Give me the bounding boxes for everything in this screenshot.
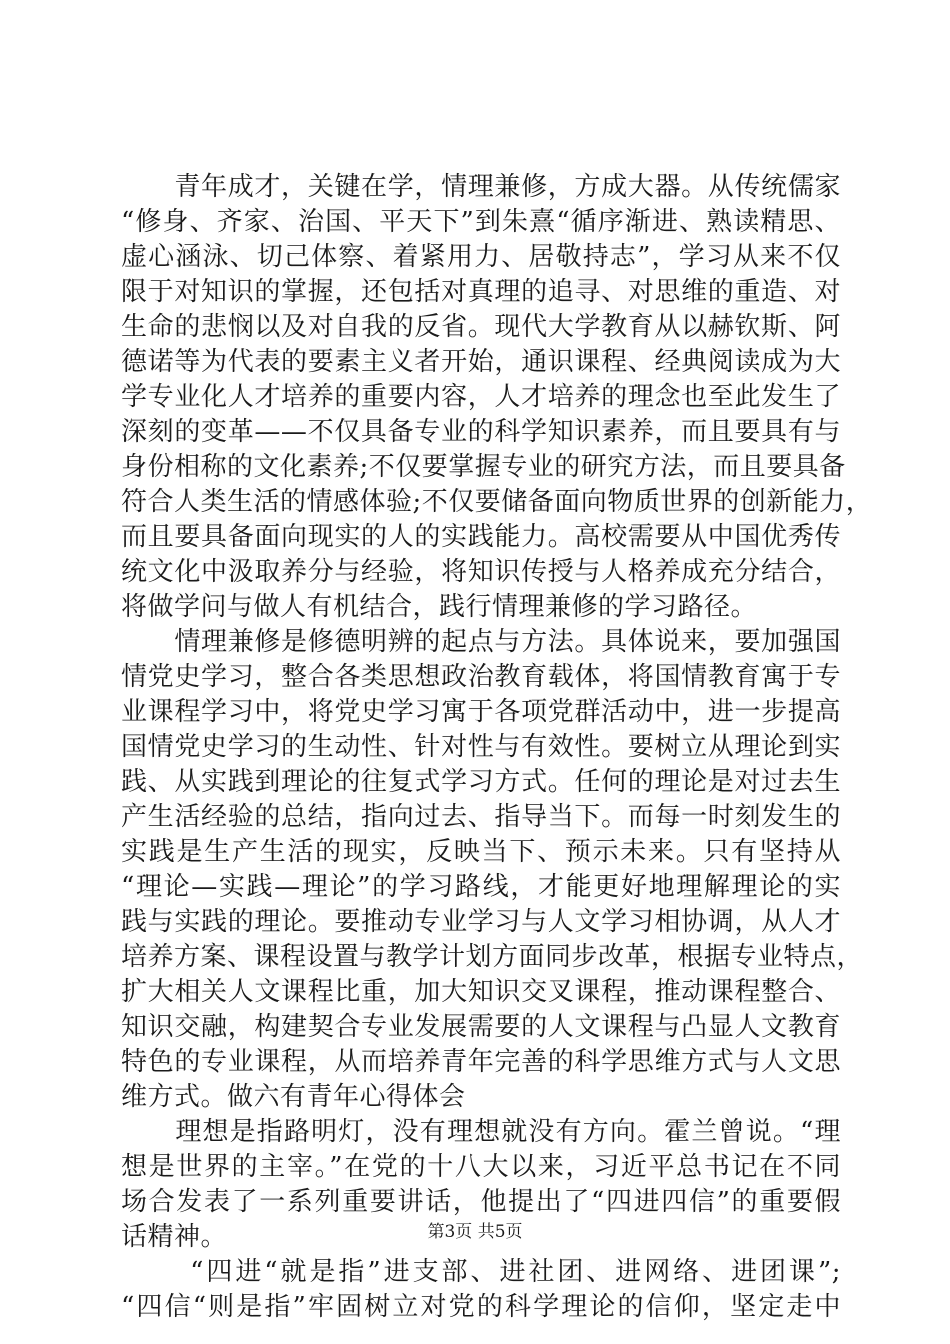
text-line: 虚心涵泳、切己体察、着紧用力、居敬持志”，学习从来不仅 [121, 242, 841, 272]
text-line: 青年成才，关键在学，情理兼修，方成大器。从传统儒家 [121, 172, 841, 202]
text-line: 业课程学习中，将党史学习寓于各项党群活动中，进一步提高 [121, 697, 841, 727]
text-line: 想是世界的主宰。”在党的十八大以来，习近平总书记在不同 [121, 1152, 841, 1182]
text-line: 践与实践的理论。要推动专业学习与人文学习相协调，从人才 [121, 907, 841, 937]
text-line: 情党史学习，整合各类思想政治教育载体，将国情教育寓于专 [121, 662, 841, 692]
text-line: 学专业化人才培养的重要内容，人才培养的理念也至此发生了 [121, 382, 841, 412]
text-line: 身份相称的文化素养;不仅要掌握专业的研究方法，而且要具备 [121, 452, 846, 482]
text-line: 实践是生产生活的现实，反映当下、预示未来。只有坚持从 [121, 837, 841, 867]
text-line: 理想是指路明灯，没有理想就没有方向。霍兰曾说。“理 [121, 1117, 841, 1147]
text-line: “四信“则是指”牢固树立对党的科学理论的信仰，坚定走中 [121, 1292, 841, 1322]
text-line: 国情党史学习的生动性、针对性与有效性。要树立从理论到实 [121, 732, 841, 762]
text-line: “四进“就是指”进支部、进社团、进网络、进团课”; [121, 1257, 841, 1287]
text-line: 维方式。做六有青年心得体会 [121, 1082, 466, 1112]
text-line: 知识交融，构建契合专业发展需要的人文课程与凸显人文教育 [121, 1012, 841, 1042]
text-line: 产生活经验的总结，指向过去、指导当下。而每一时刻发生的 [121, 802, 841, 832]
text-line: “理论—实践—理论”的学习路线，才能更好地理解理论的实 [121, 872, 841, 902]
text-line: 而且要具备面向现实的人的实践能力。高校需要从中国优秀传 [121, 522, 841, 552]
text-line: “修身、齐家、治国、平天下”到朱熹“循序渐进、熟读精思、 [121, 207, 841, 237]
text-line: 符合人类生活的情感体验;不仅要储备面向物质世界的创新能力， [121, 487, 873, 517]
text-line: 情理兼修是修德明辨的起点与方法。具体说来，要加强国 [121, 627, 841, 657]
text-line: 话精神。 [121, 1222, 228, 1252]
text-line: 场合发表了一系列重要讲话，他提出了“四进四信”的重要假 [121, 1187, 841, 1217]
text-line: 限于对知识的掌握，还包括对真理的追寻、对思维的重造、对 [121, 277, 841, 307]
text-line: 特色的专业课程，从而培养青年完善的科学思维方式与人文思 [121, 1047, 841, 1077]
text-line: 培养方案、课程设置与教学计划方面同步改革，根据专业特点， [121, 942, 864, 972]
document-body [121, 170, 873, 1325]
text-line: 践、从实践到理论的往复式学习方式。任何的理论是对过去生 [121, 767, 841, 797]
text-line: 生命的悲悯以及对自我的反省。现代大学教育从以赫钦斯、阿 [121, 312, 841, 342]
text-line: 将做学问与做人有机结合，践行情理兼修的学习路径。 [121, 592, 758, 622]
text-line: 深刻的变革——不仅具备专业的科学知识素养，而且要具有与 [121, 417, 841, 447]
text-line: 德诺等为代表的要素主义者开始，通识课程、经典阅读成为大 [121, 347, 841, 377]
text-line: 统文化中汲取养分与经验，将知识传授与人格养成充分结合， [121, 557, 841, 587]
text-line: 扩大相关人文课程比重，加大知识交叉课程，推动课程整合、 [121, 977, 841, 1007]
page-number-footer: 第3页 共5页 [427, 1222, 523, 1242]
